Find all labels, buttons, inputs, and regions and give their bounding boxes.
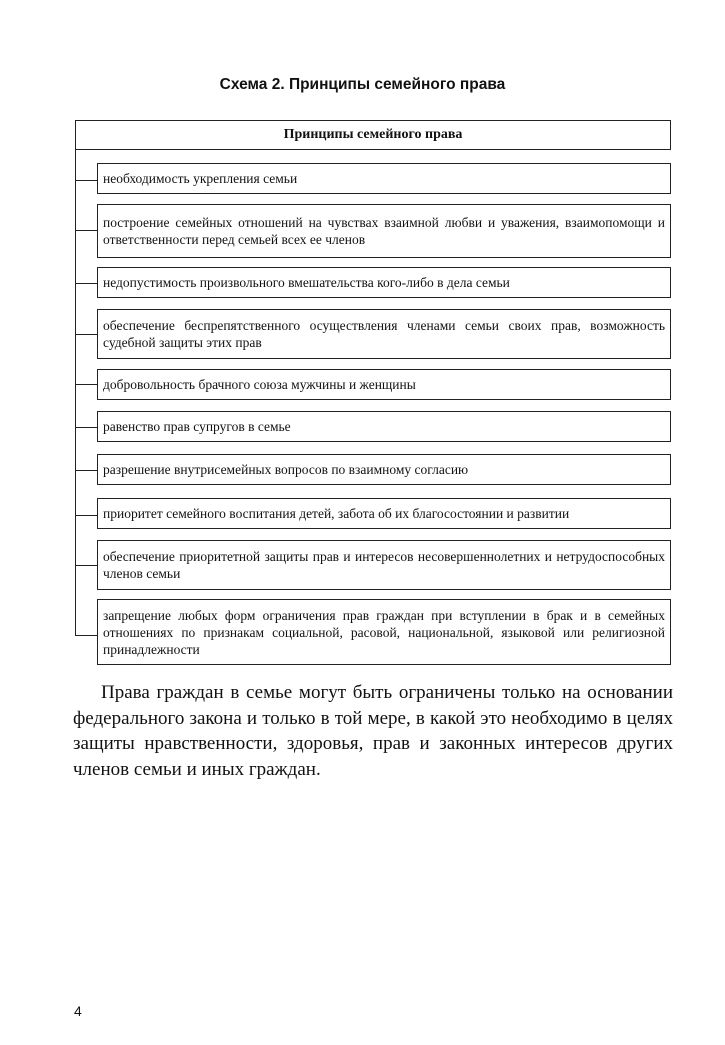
principle-item-2 xyxy=(97,204,671,258)
connector-line xyxy=(75,384,97,385)
connector-line xyxy=(75,565,97,566)
connector-line xyxy=(75,427,97,428)
diagram-header: Принципы семейного права xyxy=(75,120,671,150)
principle-item-1 xyxy=(97,163,671,194)
principle-text: обеспечение беспрепятственного осуществления членами семьи своих прав, возможность судебной защиты этих прав xyxy=(103,318,665,350)
principle-item-5 xyxy=(97,369,671,400)
connector-line xyxy=(75,515,97,516)
connector-line xyxy=(75,334,97,335)
principle-text: недопустимость произвольного вмешательства кого-либо в дела семьи xyxy=(103,275,510,290)
principle-item-10 xyxy=(97,599,671,665)
principle-text: построение семейных отношений на чувствах взаимной любви и уважения, взаимопомощи и ответственности перед семьей всех ее членов xyxy=(103,215,665,247)
principle-text: приоритет семейного воспитания детей, забота об их благосостоянии и развитии xyxy=(103,506,570,521)
principle-item-9 xyxy=(97,540,671,590)
page-number: 4 xyxy=(74,1003,82,1019)
principle-text: добровольность брачного союза мужчины и женщины xyxy=(103,377,416,392)
principle-item-4 xyxy=(97,309,671,359)
scheme-title: Схема 2. Принципы семейного права xyxy=(219,76,506,93)
diagram-spine-line xyxy=(75,150,76,636)
principle-item-6 xyxy=(97,411,671,442)
principle-item-3 xyxy=(97,267,671,298)
principle-text: запрещение любых форм ограничения прав граждан при вступлении в брак и в семейных отношениях по признакам социальной, расовой, национальной, языковой или религиозной принадлежности xyxy=(103,607,665,657)
principle-text: равенство прав супругов в семье xyxy=(103,419,291,434)
connector-line xyxy=(75,180,97,181)
principle-text: обеспечение приоритетной защиты прав и интересов несовершеннолетних и нетрудоспособных членов семьи xyxy=(103,549,665,581)
principle-text: разрешение внутрисемейных вопросов по взаимному согласию xyxy=(103,462,469,477)
connector-line xyxy=(75,470,97,471)
body-paragraph: Права граждан в семье могут быть ограничены только на основании федерального закона и только в той мере, в какой это необходимо в целях защиты нравственности, здоровья, прав и законных интересов других членов семьи и иных граждан. xyxy=(73,682,673,780)
connector-line xyxy=(75,635,97,636)
principle-item-7 xyxy=(97,454,671,485)
connector-line xyxy=(75,283,97,284)
principle-text: необходимость укрепления семьи xyxy=(103,171,298,186)
connector-line xyxy=(75,230,97,231)
principle-item-8 xyxy=(97,498,671,529)
